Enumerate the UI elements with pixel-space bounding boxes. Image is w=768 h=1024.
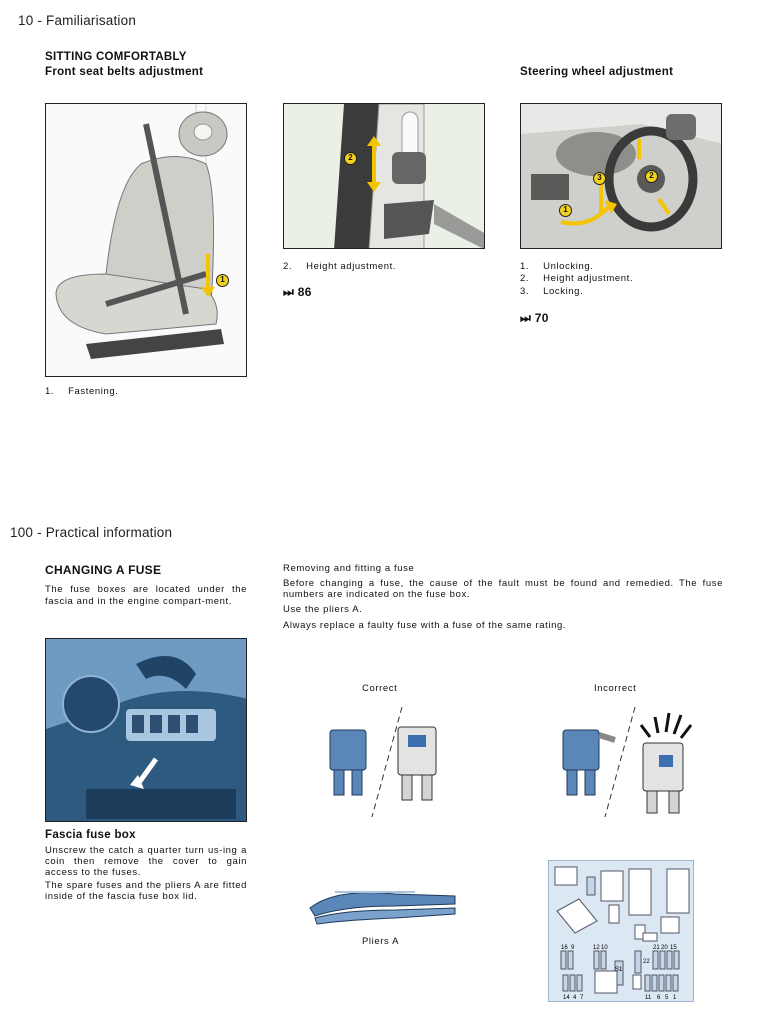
belt-caption-list — [283, 261, 396, 273]
fuse-num-5: 5 — [665, 995, 669, 1001]
fascia-p1: Unscrew the catch a quarter turn us-ing a coin then remove the cover to gain access to the fuses. — [45, 845, 247, 878]
fuse-num-22: 22 — [643, 959, 650, 965]
fuse-num-6: 6 — [657, 995, 661, 1001]
belts-title: Front seat belts adjustment — [45, 66, 204, 78]
belt-page-reference[interactable] — [283, 285, 312, 300]
fuse-correct-illustration — [322, 705, 452, 820]
seat-caption-list — [45, 386, 119, 398]
correct-label: Correct — [362, 683, 398, 694]
callout-2-badge: 2 — [344, 152, 357, 165]
page-header-practical: 100 - Practical information — [10, 525, 173, 540]
fuse-num-4: 4 — [573, 995, 577, 1001]
steering-caption-item — [520, 261, 633, 273]
next-page-icon: ⏭ — [283, 285, 295, 299]
steering-illustration — [520, 103, 722, 249]
fascia-illustration — [45, 638, 247, 822]
steering-ref-number: 70 — [534, 311, 549, 325]
caption-text: Height adjustment. — [306, 261, 397, 272]
belt-ref-number: 86 — [297, 285, 312, 299]
caption-number: 1. — [520, 261, 530, 272]
fuse-num-12: 12 — [593, 945, 600, 951]
removing-title: Removing and fitting a fuse — [283, 563, 415, 574]
removing-p1: Before changing a fuse, the cause of the fault must be found and remedied. The fuse numbers are indicated on the fuse box. — [283, 578, 723, 601]
fuse-incorrect-illustration — [555, 705, 695, 820]
steering-caption-list — [520, 261, 633, 298]
caption-number: 2. — [283, 261, 293, 272]
fuse-num-7: 7 — [580, 995, 584, 1001]
fuse-num-20: 20 — [661, 945, 668, 951]
fuse-num-s1: S1 — [615, 967, 623, 973]
fuse-num-10: 10 — [601, 945, 608, 951]
removing-p2: Use the pliers A. — [283, 604, 363, 616]
caption-number: 1. — [45, 386, 55, 397]
belt-height-illustration — [283, 103, 485, 249]
pliers-illustration — [305, 880, 465, 930]
caption-text: Unlocking. — [543, 261, 594, 272]
removing-p3: Always replace a faulty fuse with a fuse of the same rating. — [283, 619, 567, 631]
caption-text: Height adjustment. — [543, 273, 634, 285]
seat-illustration — [45, 103, 247, 377]
steering-title: Steering wheel adjustment — [520, 66, 674, 78]
caption-number: 3. — [520, 285, 530, 297]
fuse-num-1: 1 — [673, 995, 677, 1001]
steering-caption-item — [520, 273, 633, 285]
belt-caption-item — [283, 261, 396, 273]
callout-1-badge: 1 — [216, 274, 229, 287]
fascia-p2: The spare fuses and the pliers A are fitted inside of the fascia fuse box lid. — [45, 880, 247, 902]
incorrect-label: Incorrect — [594, 683, 637, 694]
steering-page-reference[interactable] — [520, 311, 549, 326]
fuse-num-11: 11 — [645, 995, 652, 1001]
caption-text: Fastening. — [68, 386, 119, 397]
fuse-num-14: 14 — [563, 995, 570, 1001]
caption-number: 2. — [520, 273, 530, 285]
pliers-label: Pliers A — [362, 936, 400, 947]
seat-caption-item — [45, 386, 119, 398]
changing-fuse-title: CHANGING A FUSE — [45, 563, 162, 577]
caption-text: Locking. — [543, 285, 584, 297]
steering-callout-3: 3 — [593, 172, 606, 185]
fusebox-diagram — [548, 860, 694, 1002]
removing-section — [283, 563, 723, 632]
steering-callout-2: 2 — [645, 170, 658, 183]
fuse-num-15: 15 — [670, 945, 677, 951]
fuse-num-16: 16 — [561, 945, 568, 951]
next-page-icon: ⏭ — [520, 311, 532, 325]
steering-callout-1: 1 — [559, 204, 572, 217]
section-title-sitting: SITTING COMFORTABLY — [45, 51, 187, 63]
fuse-intro: The fuse boxes are located under the fascia and in the engine compart-ment. — [45, 584, 247, 608]
fuse-num-21: 21 — [653, 945, 660, 951]
page-header-familiarisation: 10 - Familiarisation — [18, 13, 137, 28]
fuse-num-9: 9 — [571, 945, 575, 951]
steering-caption-item — [520, 286, 633, 298]
fascia-fuse-box-title: Fascia fuse box — [45, 829, 136, 841]
